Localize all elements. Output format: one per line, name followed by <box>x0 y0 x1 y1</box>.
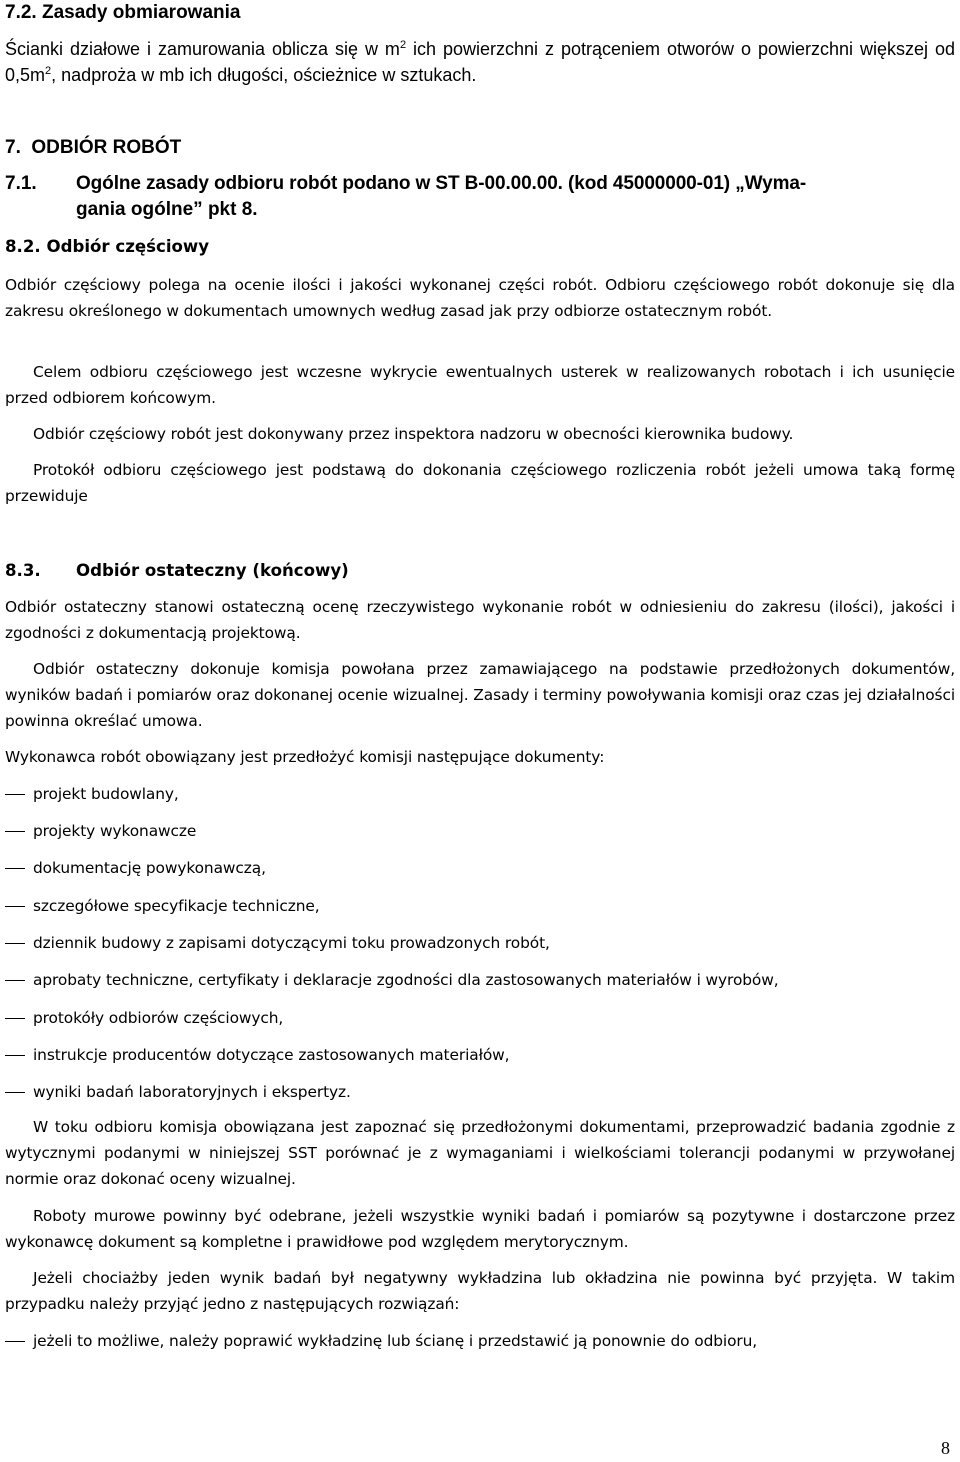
superscript: 2 <box>45 65 52 77</box>
list-item-text: aprobaty techniczne, certyfikaty i deklaracje zgodności dla zastosowanych materiałów i wyrobów, <box>33 971 779 989</box>
dash-bullet <box>5 1055 25 1056</box>
list-item <box>5 967 955 993</box>
list-item-text: jeżeli to możliwe, należy poprawić wykładzinę lub ścianę i przedstawić ją ponownie do odbioru, <box>33 1332 758 1350</box>
dash-bullet <box>5 1092 25 1093</box>
section-heading-8-2: 8.2. Odbiór częściowy <box>5 237 210 256</box>
final-acceptance-paragraph-5: Roboty murowe powinny być odebrane, jeżeli wszystkie wyniki badań i pomiarów są pozytywne i dostarczone przez wykonawcę dokument są kompletne i prawidłowe pod względem merytorycznym. <box>5 1207 955 1251</box>
section-heading-7-2: 7.2. Zasady obmiarowania <box>5 2 241 23</box>
subsection-number-7-1: 7.1. <box>5 173 37 194</box>
section-heading-8-3: Odbiór ostateczny (końcowy) <box>76 561 349 580</box>
list-item-text: dziennik budowy z zapisami dotyczącymi toku prowadzonych robót, <box>33 934 550 952</box>
list-item <box>5 1005 955 1031</box>
page-number: 8 <box>941 1438 950 1458</box>
list-item <box>5 781 955 807</box>
dash-bullet <box>5 868 25 869</box>
list-item-text: dokumentację powykonawczą, <box>33 859 266 877</box>
section-heading-7: 7. ODBIÓR ROBÓT <box>5 137 182 158</box>
subsection-heading-line1: Ogólne zasady odbioru robót podano w ST B-00.00.00. (kod 45000000-01) „Wyma- <box>76 173 807 194</box>
list-item-text: szczegółowe specyfikacje techniczne, <box>33 897 320 915</box>
final-acceptance-paragraph-4: W toku odbioru komisja obowiązana jest zapoznać się przedłożonymi dokumentami, przeprowadzić badania zgodnie z wytycznymi podanymi w niniejszej SST porównać je z wymaganiami i wielkościami tolerancji podanymi w przywołanej normie oraz dokonać oceny wizualnej. <box>5 1118 955 1188</box>
partial-acceptance-paragraph-3: Odbiór częściowy robót jest dokonywany przez inspektora nadzoru w obecności kierownika budowy. <box>33 425 794 443</box>
list-item <box>5 818 955 844</box>
list-item-text: instrukcje producentów dotyczące zastosowanych materiałów, <box>33 1046 510 1064</box>
final-acceptance-paragraph-3: Wykonawca robót obowiązany jest przedłożyć komisji następujące dokumenty: <box>5 748 605 766</box>
list-item <box>5 1328 955 1354</box>
section-number-8-3: 8.3. <box>5 561 41 580</box>
final-acceptance-paragraph-2: Odbiór ostateczny dokonuje komisja powołana przez zamawiającego na podstawie przedłożonych dokumentów, wyników badań i pomiarów oraz dokonanej ocenie wizualnej. Zasady i terminy powoływania komisji oraz czas jej działalności powinna określać umowa. <box>5 660 955 730</box>
partial-acceptance-paragraph-1: Odbiór częściowy polega na ocenie ilości i jakości wykonanej części robót. Odbioru częściowego robót dokonuje się dla zakresu określonego w dokumentach umownych według zasad jak przy odbiorze ostatecznym robót. <box>5 276 955 320</box>
list-item <box>5 930 955 956</box>
list-item <box>5 893 955 919</box>
dash-bullet <box>5 980 25 981</box>
partial-acceptance-paragraph-2: Celem odbioru częściowego jest wczesne wykrycie ewentualnych usterek w realizowanych robotach i ich usunięcie przed odbiorem końcowym. <box>5 363 955 407</box>
list-item-text: projekty wykonawcze <box>33 822 197 840</box>
final-acceptance-paragraph-1: Odbiór ostateczny stanowi ostateczną ocenę rzeczywistego wykonanie robót w odniesieniu do zakresu (ilości), jakości i zgodności z dokumentacją projektową. <box>5 598 955 642</box>
dash-bullet <box>5 1341 25 1342</box>
subsection-heading-line2: gania ogólne” pkt 8. <box>76 199 258 220</box>
paragraph-text: ich powierzchni z potrąceniem otworów o powierzchni większej od 0,5m <box>5 39 956 85</box>
dash-bullet <box>5 1018 25 1019</box>
dash-bullet <box>5 906 25 907</box>
final-acceptance-paragraph-6: Jeżeli chociażby jeden wynik badań był negatywny wykładzina lub okładzina nie powinna być przyjęta. W takim przypadku należy przyjąć jedno z następujących rozwiązań: <box>5 1269 955 1313</box>
partial-acceptance-paragraph-4: Protokół odbioru częściowego jest podstawą do dokonania częściowego rozliczenia robót jeżeli umowa taką formę przewiduje <box>5 461 955 505</box>
list-item-text: wyniki badań laboratoryjnych i ekspertyz. <box>33 1083 351 1101</box>
list-item-text: protokóły odbiorów częściowych, <box>33 1009 284 1027</box>
list-item <box>5 1042 955 1068</box>
dash-bullet <box>5 794 25 795</box>
dash-bullet <box>5 831 25 832</box>
dash-bullet <box>5 943 25 944</box>
list-item <box>5 855 955 881</box>
obmiarowanie-paragraph <box>5 36 955 88</box>
superscript: 2 <box>399 39 407 51</box>
paragraph-text: , nadproża w mb ich długości, ościeżnice w sztukach. <box>51 65 477 85</box>
list-item-text: projekt budowlany, <box>33 785 179 803</box>
list-item <box>5 1079 955 1105</box>
paragraph-text: Ścianki działowe i zamurowania oblicza się w m <box>5 39 400 59</box>
